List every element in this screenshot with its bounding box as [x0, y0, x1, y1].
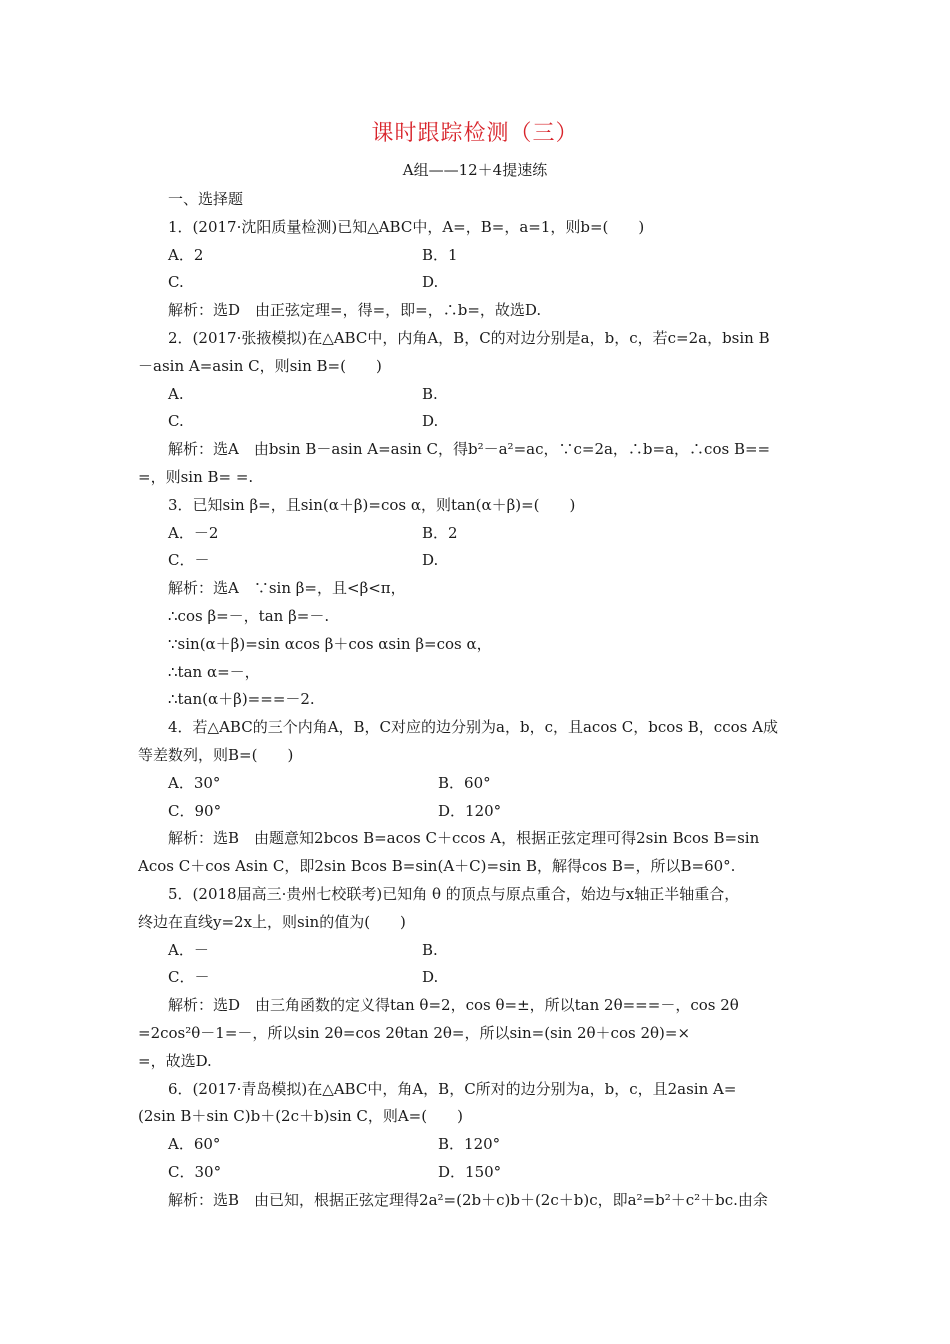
text-line: Acos C＋cos Asin C，即2sin Bcos B=sin(A＋C)=sin B，解得cos B=，所以B=60°. — [138, 857, 736, 876]
option-left: C．30° — [168, 1162, 222, 1181]
page-subtitle: A组——12＋4提速练 — [402, 161, 548, 179]
option-left: C．－ — [168, 551, 210, 570]
page-title: 课时跟踪检测（三） — [371, 121, 579, 146]
option-right: D．150° — [438, 1162, 502, 1181]
text-line: =2cos²θ－1=－，所以sin 2θ=cos 2θtan 2θ=，所以sin=(sin 2θ＋cos 2θ)=× — [138, 1023, 691, 1042]
text-line: 3．已知sin β=，且sin(α＋β)=cos α，则tan(α＋β)=( ) — [168, 495, 576, 514]
option-right: B. — [422, 384, 438, 403]
option-row — [138, 547, 838, 575]
text-line: ∴tan α=－， — [168, 662, 260, 681]
option-left: C. — [168, 412, 184, 431]
option-left: A．60° — [168, 1135, 221, 1154]
option-right: B．60° — [438, 773, 491, 792]
text-line: (2sin B＋sin C)b＋(2c＋b)sin C，则A=( ) — [138, 1107, 463, 1126]
text-line: 5．(2018届高三·贵州七校联考)已知角 θ 的顶点与原点重合，始边与x轴正半轴重合， — [168, 884, 740, 903]
text-line: 解析：选D 由三角函数的定义得tan θ=2，cos θ=±，所以tan 2θ===－，cos 2θ — [168, 996, 739, 1015]
option-left: A. — [168, 384, 184, 403]
option-row — [138, 408, 838, 436]
text-line: 6．(2017·青岛模拟)在△ABC中，角A，B，C所对的边分别为a，b，c，且2asin A= — [168, 1079, 737, 1098]
option-row — [138, 770, 838, 798]
document-body — [138, 186, 838, 1214]
option-right: D. — [422, 968, 439, 987]
option-row — [138, 798, 838, 826]
text-line: 1．(2017·沈阳质量检测)已知△ABC中，A=，B=，a=1，则b=( ) — [168, 217, 645, 236]
text-line: 4．若△ABC的三个内角A，B，C对应的边分别为a，b，c，且acos C，bcos B，ccos A成 — [168, 718, 778, 737]
text-line: =，故选D. — [138, 1051, 212, 1070]
option-left: C．－ — [168, 968, 210, 987]
option-left: C．90° — [168, 801, 222, 820]
option-right: D. — [422, 412, 439, 431]
text-line: =，则sin B= =. — [138, 467, 254, 486]
option-left: A．2 — [168, 245, 204, 264]
option-row — [138, 242, 838, 270]
option-right: B．120° — [438, 1135, 501, 1154]
option-row — [138, 1131, 838, 1159]
option-row — [138, 1159, 838, 1187]
text-line: 解析：选A ∵sin β=，且<β<π， — [168, 579, 406, 598]
option-row — [138, 964, 838, 992]
option-right: B．1 — [422, 245, 458, 264]
text-line: ∴cos β=－，tan β=－. — [168, 606, 330, 625]
option-right: D. — [422, 273, 439, 292]
text-line: 终边在直线y=2x上，则sin的值为( ) — [138, 912, 406, 931]
text-line: 解析：选A 由bsin B－asin A=asin C，得b²－a²=ac，∵c=2a，∴b=a，∴cos B== — [168, 440, 771, 459]
option-right: D. — [422, 551, 439, 570]
text-line: 解析：选B 由已知，根据正弦定理得2a²=(2b＋c)b＋(2c＋b)c，即a²=b²＋c²＋bc.由余 — [168, 1190, 768, 1209]
option-right: D．120° — [438, 801, 502, 820]
option-left: A．－ — [168, 940, 209, 959]
option-row — [138, 937, 838, 965]
text-line: －asin A=asin C，则sin B=( ) — [138, 356, 382, 375]
content-lines — [138, 214, 838, 1215]
option-right: B．2 — [422, 523, 458, 542]
text-line: 解析：选D 由正弦定理=，得=，即=，∴b=，故选D. — [168, 301, 542, 320]
option-left: C. — [168, 273, 184, 292]
option-row — [138, 381, 838, 409]
option-row — [138, 269, 838, 297]
option-right: B. — [422, 940, 438, 959]
option-left: A．30° — [168, 773, 221, 792]
option-row — [138, 520, 838, 548]
text-line: ∴tan(α＋β)===－2. — [168, 690, 315, 709]
text-line: ∵sin(α＋β)=sin αcos β＋cos αsin β=cos α， — [168, 634, 492, 653]
option-left: A．－2 — [168, 523, 219, 542]
text-line: 等差数列，则B=( ) — [138, 745, 294, 764]
text-line: 解析：选B 由题意知2bcos B=acos C＋ccos A，根据正弦定理可得2sin Bcos B=sin — [168, 829, 760, 848]
section-heading: 一、选择题 — [168, 190, 244, 208]
text-line: 2．(2017·张掖模拟)在△ABC中，内角A，B，C的对边分别是a，b，c，若c=2a，bsin B — [168, 328, 770, 347]
